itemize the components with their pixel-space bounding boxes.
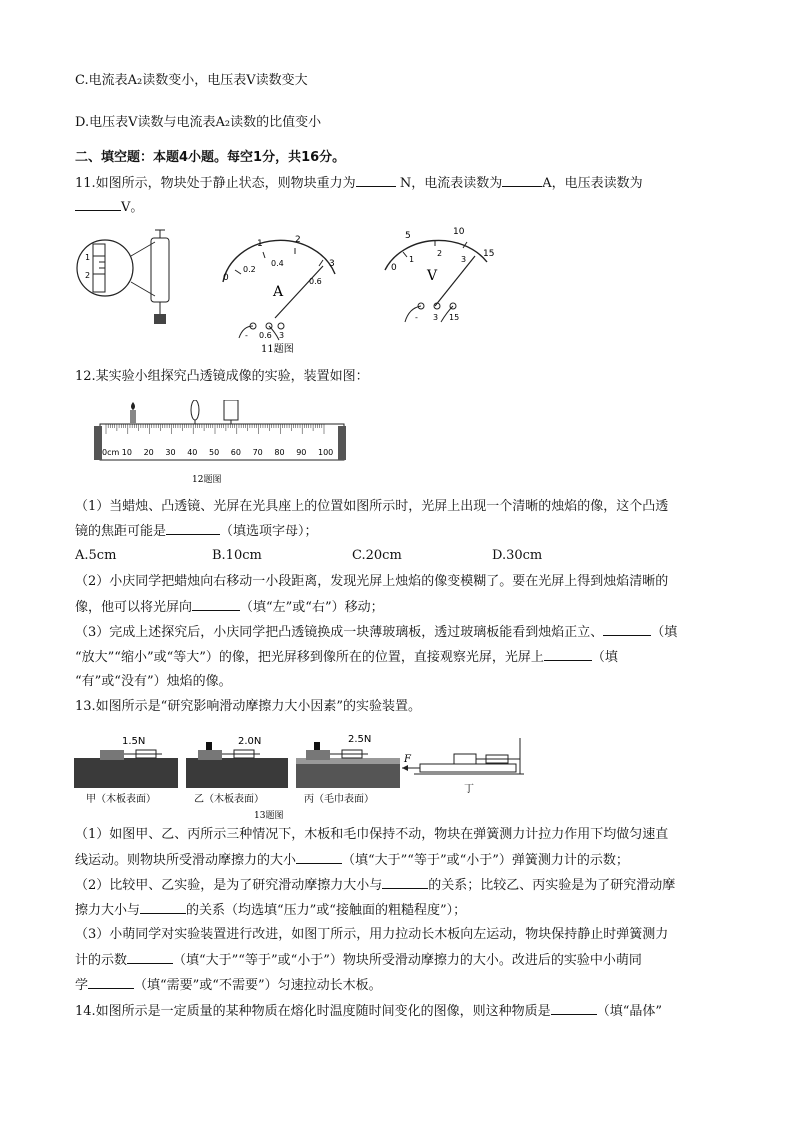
scale-label: 10 xyxy=(121,448,132,457)
section-heading: 二、填空题：本题4小题。每空1分，共16分。 xyxy=(75,150,346,165)
answer-blank[interactable] xyxy=(603,623,651,636)
scale-label: 80 xyxy=(274,448,285,457)
q12-stem: 12.某实验小组探究凸透镜成像的实验，装置如图： xyxy=(75,369,369,384)
q11-line2: V。 xyxy=(75,198,143,217)
label-jia: 甲（木板表面） xyxy=(86,794,156,805)
scale-label: 30 xyxy=(165,448,176,457)
figure-caption: 12题图 xyxy=(192,475,222,485)
svg-text:0: 0 xyxy=(223,273,229,283)
q12-2-line2: 像，他可以将光屏向 （填“左”或“右”）移动； xyxy=(75,600,384,615)
svg-text:15: 15 xyxy=(483,249,495,259)
option-d: D.电压表V读数与电流表A₂读数的比值变小 xyxy=(75,115,322,130)
option-c: C.电流表A₂读数变小，电压表V读数变大 xyxy=(75,73,308,88)
svg-text:0.6: 0.6 xyxy=(309,277,322,286)
q12-1-line2: 镜的焦距可能是 （填选项字母）； xyxy=(75,524,318,539)
svg-text:2: 2 xyxy=(437,249,443,258)
q12-1-line1: （1）当蜡烛、凸透镜、光屏在光具座上的位置如图所示时，光屏上出现一个清晰的烛焰的像，这个凸透 xyxy=(75,499,669,514)
q12-3-line2: “放大”“缩小”或“等大”）的像，把光屏移到像所在的位置，直接观察光屏，光屏上 （填 xyxy=(75,650,618,665)
answer-blank[interactable] xyxy=(356,174,396,187)
force-letter: F xyxy=(404,754,411,765)
label-ding: 丁 xyxy=(464,784,474,795)
answer-blank[interactable] xyxy=(551,1002,597,1015)
choice-b: B.10cm xyxy=(212,548,262,563)
svg-text:5: 5 xyxy=(405,231,411,241)
scale-label: 60 xyxy=(230,448,241,457)
q13-1-line1: （1）如图甲、乙、丙所示三种情况下，木板和毛巾保持不动，物块在弹簧测力计拉力作用下均做匀速直 xyxy=(75,827,669,842)
force-reading: 2.5N xyxy=(348,734,372,745)
svg-text:0.6: 0.6 xyxy=(259,331,272,340)
optical-bench xyxy=(100,424,344,460)
svg-text:15: 15 xyxy=(449,313,460,322)
block-yi xyxy=(198,750,222,760)
figure-12 xyxy=(92,400,352,488)
spring-scale-body xyxy=(151,238,169,302)
block-bing xyxy=(306,750,330,760)
scale-label: 20 xyxy=(143,448,154,457)
q14-line1: 14.如图所示是一定质量的某种物质在熔化时温度随时间变化的图像，则这种物质是 （填“晶体” xyxy=(75,1004,662,1019)
scale-label: 0cm xyxy=(102,448,120,457)
svg-text:-: - xyxy=(245,331,248,340)
spring-mark: 2 xyxy=(85,271,91,280)
block-jia xyxy=(100,750,124,760)
voltmeter-needle xyxy=(435,256,475,306)
answer-blank[interactable] xyxy=(127,951,173,964)
force-reading: 2.0N xyxy=(238,736,262,747)
q13-2-line2: 擦力大小与 的关系（均选填“压力”或“接触面的粗糙程度”）； xyxy=(75,903,467,918)
svg-text:2: 2 xyxy=(295,235,301,245)
board-yi xyxy=(186,758,288,788)
choice-a: A.5cm xyxy=(75,548,117,563)
svg-text:3: 3 xyxy=(461,255,467,264)
light-screen xyxy=(224,400,238,420)
q13-stem: 13.如图所示是“研究影响滑动摩擦力大小因素”的实验装置。 xyxy=(75,699,421,714)
answer-blank[interactable] xyxy=(544,648,592,661)
svg-text:0.2: 0.2 xyxy=(243,265,256,274)
answer-blank[interactable] xyxy=(88,976,134,989)
q13-2-line1: （2）比较甲、乙实验，是为了研究滑动摩擦力大小与 的关系；比较乙、丙实验是为了研究滑动摩 xyxy=(75,878,676,893)
voltmeter-letter: V xyxy=(427,268,438,284)
choice-c: C.20cm xyxy=(352,548,402,563)
candle xyxy=(130,410,136,424)
q12-2-line1: （2）小庆同学把蜡烛向右移动一小段距离，发现光屏上烛焰的像变模糊了。要在光屏上得到烛焰清晰的 xyxy=(75,574,669,589)
force-reading: 1.5N xyxy=(122,736,146,747)
q12-3-line1: （3）完成上述探究后，小庆同学把凸透镜换成一块薄玻璃板，透过玻璃板能看到烛焰正立、 （填 xyxy=(75,625,678,640)
svg-text:3: 3 xyxy=(329,259,335,269)
scale-label: 70 xyxy=(252,448,263,457)
answer-blank[interactable] xyxy=(382,876,428,889)
svg-text:3: 3 xyxy=(433,313,439,322)
scale-label: 50 xyxy=(209,448,220,457)
q12-3-line3: “有”或“没有”）烛焰的像。 xyxy=(75,674,232,689)
choice-d: D.30cm xyxy=(492,548,543,563)
q11-line1: 11.如图所示，物块处于静止状态，则物块重力为 N，电流表读数为 A，电压表读数为 xyxy=(75,176,643,191)
long-board-ding xyxy=(420,764,516,772)
figure-11 xyxy=(75,222,505,357)
svg-text:-: - xyxy=(415,313,418,322)
scale-label: 100 xyxy=(318,448,334,457)
q13-3-line2: 计的示数 （填“大于”“等于”或“小于”）物块所受滑动摩擦力的大小。改进后的实验中小萌同 xyxy=(75,953,642,968)
spring-mark: 1 xyxy=(85,253,91,262)
board-jia xyxy=(74,758,178,788)
answer-blank[interactable] xyxy=(75,198,121,211)
svg-text:3: 3 xyxy=(279,331,285,340)
q13-3-line3: 学 （填“需要”或“不需要”）匀速拉动长木板。 xyxy=(75,978,382,993)
label-yi: 乙（木板表面） xyxy=(194,794,264,805)
q13-1-line2: 线运动。则物块所受滑动摩擦力的大小 （填“大于”“等于”或“小于”）弹簧测力计的示数； xyxy=(75,853,629,868)
hanging-block xyxy=(154,314,166,324)
label-bing: 丙（毛巾表面） xyxy=(304,794,374,805)
block-ding xyxy=(454,754,476,764)
q13-3-line1: （3）小萌同学对实验装置进行改进，如图丁所示，用力拉动长木板向左运动，物块保持静止时弹簧测力 xyxy=(75,927,669,942)
ammeter-letter: A xyxy=(273,284,284,300)
figure-caption: 13题图 xyxy=(254,811,284,821)
svg-text:0: 0 xyxy=(391,263,397,273)
answer-blank[interactable] xyxy=(166,522,220,535)
voltmeter-dial xyxy=(385,240,487,270)
answer-blank[interactable] xyxy=(296,851,342,864)
svg-text:10: 10 xyxy=(453,227,465,237)
svg-text:0.4: 0.4 xyxy=(271,259,284,268)
answer-blank[interactable] xyxy=(502,174,542,187)
flame xyxy=(131,402,135,410)
figure-caption: 11题图 xyxy=(261,344,294,355)
answer-blank[interactable] xyxy=(192,598,240,611)
svg-text:1: 1 xyxy=(257,239,263,249)
svg-text:1: 1 xyxy=(409,255,415,264)
scale-label: 40 xyxy=(187,448,198,457)
lens xyxy=(191,400,199,420)
scale-label: 90 xyxy=(296,448,307,457)
terminal xyxy=(278,323,284,329)
figure-13 xyxy=(74,724,524,824)
answer-blank[interactable] xyxy=(140,901,186,914)
